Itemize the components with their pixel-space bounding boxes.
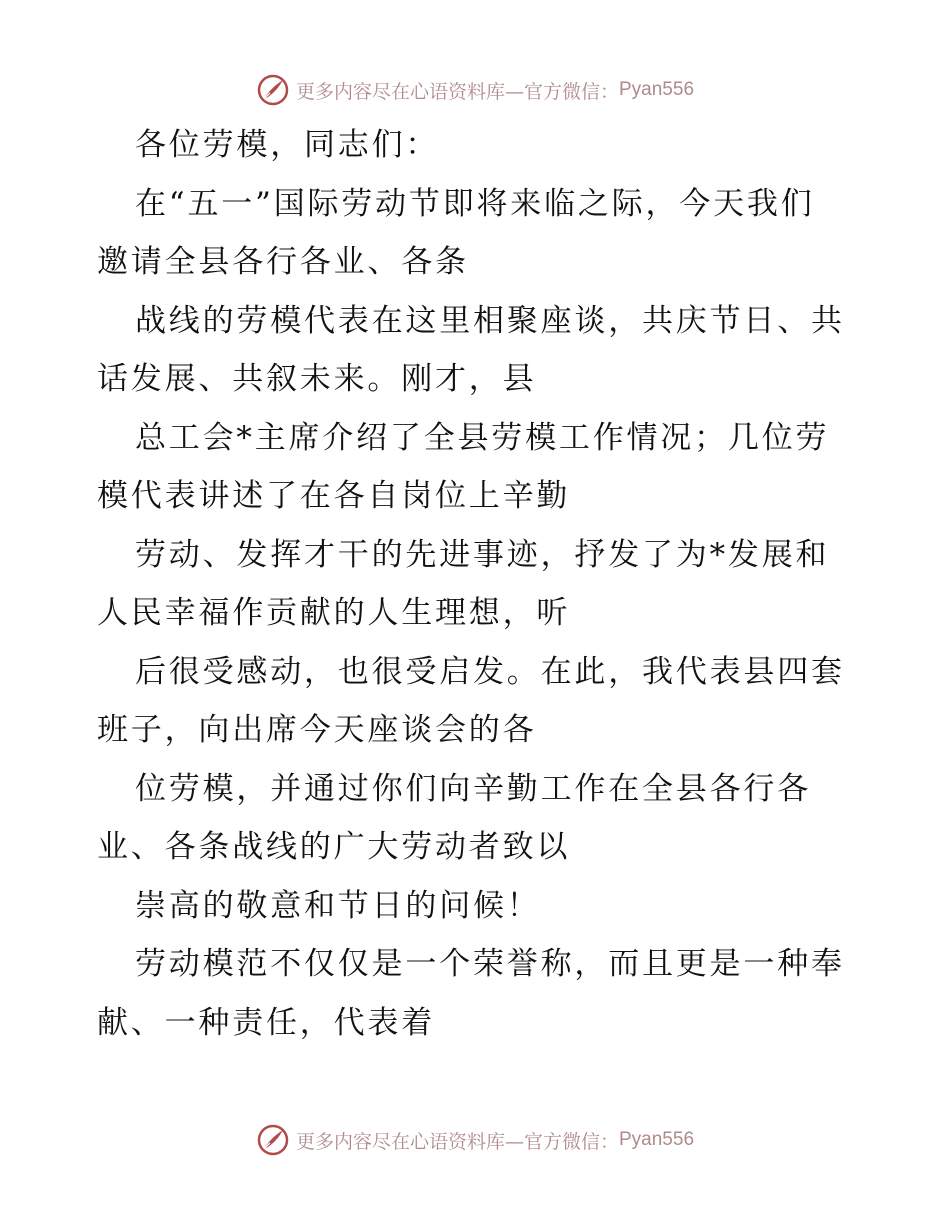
text-line: 战线的劳模代表在这里相聚座谈，共庆节日、共 — [135, 302, 845, 339]
quill-logo-icon — [256, 73, 290, 107]
text-line: 劳动模范不仅仅是一个荣誉称，而且更是一种奉 — [135, 946, 845, 982]
text-line: 人民幸福作贡献的人生理想，听 — [97, 595, 571, 631]
header-watermark — [0, 70, 950, 110]
text-line: 位劳模，并通过你们向辛勤工作在全县各行各 — [135, 770, 811, 807]
watermark-text: 更多内容尽在心语资料库—官方微信： — [295, 1130, 619, 1153]
text-line: 总工会*主席介绍了全县劳模工作情况；几位劳 — [135, 419, 830, 456]
text-line: 班子，向出席今天座谈会的各 — [97, 712, 537, 748]
text-line: 模代表讲述了在各自岗位上辛勤 — [97, 478, 571, 514]
watermark-wechat-id: Pyan556 — [619, 1129, 695, 1150]
quill-logo-icon — [256, 1123, 290, 1157]
text-line: 后很受感动，也很受启发。在此，我代表县四套 — [135, 653, 845, 690]
watermark-text: 更多内容尽在心语资料库—官方微信： — [295, 80, 619, 103]
text-line: 各位劳模，同志们： — [135, 127, 440, 163]
text-line: 在“五一”国际劳动节即将来临之际，今天我们 — [135, 185, 815, 222]
watermark-wechat-id: Pyan556 — [619, 79, 695, 100]
text-line: 崇高的敬意和节日的问候！ — [135, 887, 541, 924]
footer-watermark — [0, 1120, 950, 1160]
document-body — [97, 116, 867, 1052]
text-line: 业、各条战线的广大劳动者致以 — [97, 829, 571, 865]
text-line: 话发展、共叙未来。刚才，县 — [97, 361, 537, 397]
text-line: 劳动、发挥才干的先进事迹，抒发了为*发展和 — [135, 536, 830, 573]
text-line: 邀请全县各行各业、各条 — [97, 244, 469, 280]
text-line: 献、一种责任，代表着 — [97, 1004, 435, 1041]
